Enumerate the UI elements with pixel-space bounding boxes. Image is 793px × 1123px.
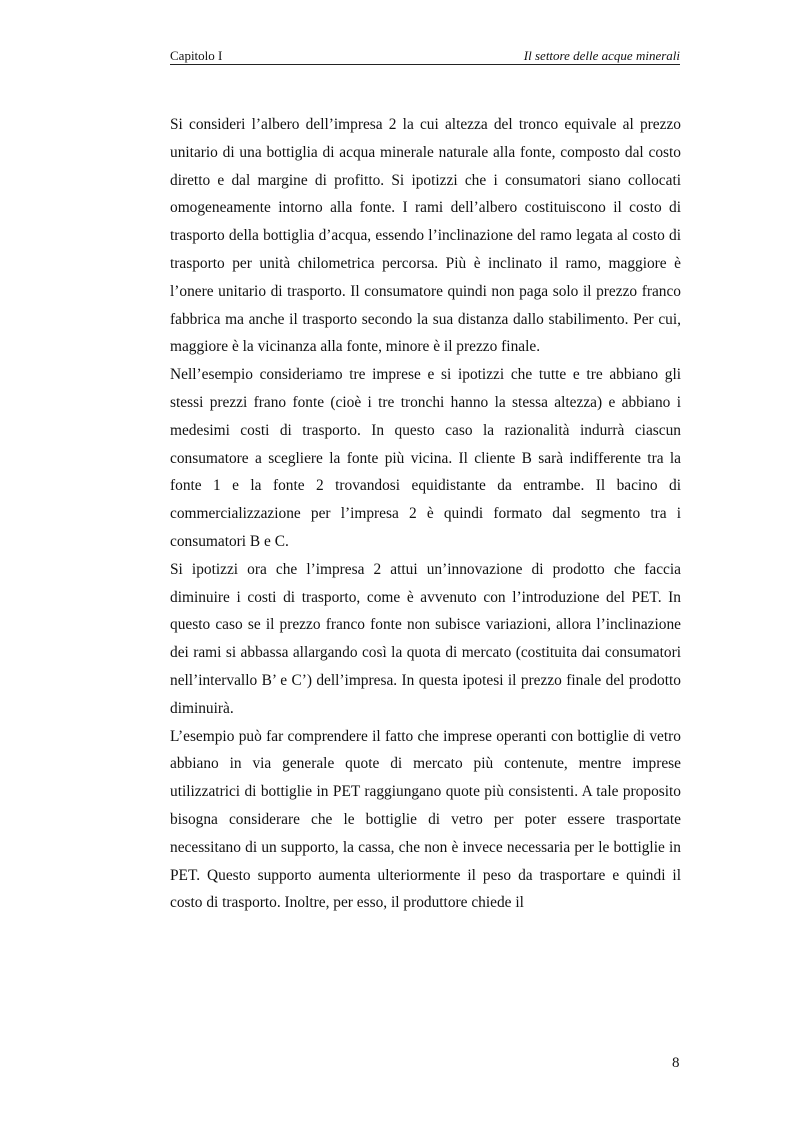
paragraph-1: Si consideri l’albero dell’impresa 2 la cui altezza del tronco equivale al prezzo unitario di una bottiglia di acqua minerale naturale alla fonte, composto dal costo diretto e dal margine di profitto. Si ipotizzi che i consumatori siano collocati omogeneamente intorno alla fonte. I rami dell’albero costituiscono il costo di trasporto della bottiglia d’acqua, essendo l’inclinazione del ramo legata al costo di trasporto per unità chilometrica percorsa. Più è inclinato il ramo, maggiore è l’onere unitario di trasporto. Il consumatore quindi non paga solo il prezzo franco fabbrica ma anche il trasporto secondo la sua distanza dallo stabilimento. Per cui, maggiore è la vicinanza alla fonte, minore è il prezzo finale. [170, 116, 681, 356]
paragraph-4: L’esempio può far comprendere il fatto che imprese operanti con bottiglie di vetro abbiano in via generale quote di mercato più contenute, mentre imprese utilizzatrici di bottiglie in PET raggiungano quote più consistenti. A tale proposito bisogna considerare che le bottiglie di vetro per poter essere trasportate necessitano di un supporto, la cassa, che non è invece necessaria per le bottiglie in PET. Questo supporto aumenta ulteriormente il peso da trasportare e quindi il costo di trasporto. Inoltre, per esso, il produttore chiede il [170, 727, 681, 912]
paragraph-3: Si ipotizzi ora che l’impresa 2 attui un’innovazione di prodotto che faccia diminuire i costi di trasporto, come è avvenuto con l’introduzione del PET. In questo caso se il prezzo franco fonte non subisce variazioni, allora l’inclinazione dei rami si abbassa allargando così la quota di mercato (costituita dai consumatori nell’intervallo B’ e C’) dell’impresa. In questa ipotesi il prezzo finale del prodotto diminuirà. [170, 560, 681, 717]
chapter-label: Capitolo I [170, 48, 223, 63]
page-header [170, 48, 680, 65]
paragraph-2: Nell’esempio consideriamo tre imprese e si ipotizzi che tutte e tre abbiano gli stessi prezzi frano fonte (cioè i tre tronchi hanno la stessa altezza) e abbiano i medesimi costi di trasporto. In questo caso la razionalità indurrà ciascun consumatore a scegliere la fonte più vicina. Il cliente B sarà indifferente tra la fonte 1 e la fonte 2 trovandosi equidistante da entrambe. Il bacino di commercializzazione per l’impresa 2 è quindi formato dal segmento tra i consumatori B e C. [170, 366, 681, 550]
page-number: 8 [672, 1055, 680, 1071]
section-title: Il settore delle acque minerali [523, 48, 680, 63]
body-text [170, 111, 681, 917]
